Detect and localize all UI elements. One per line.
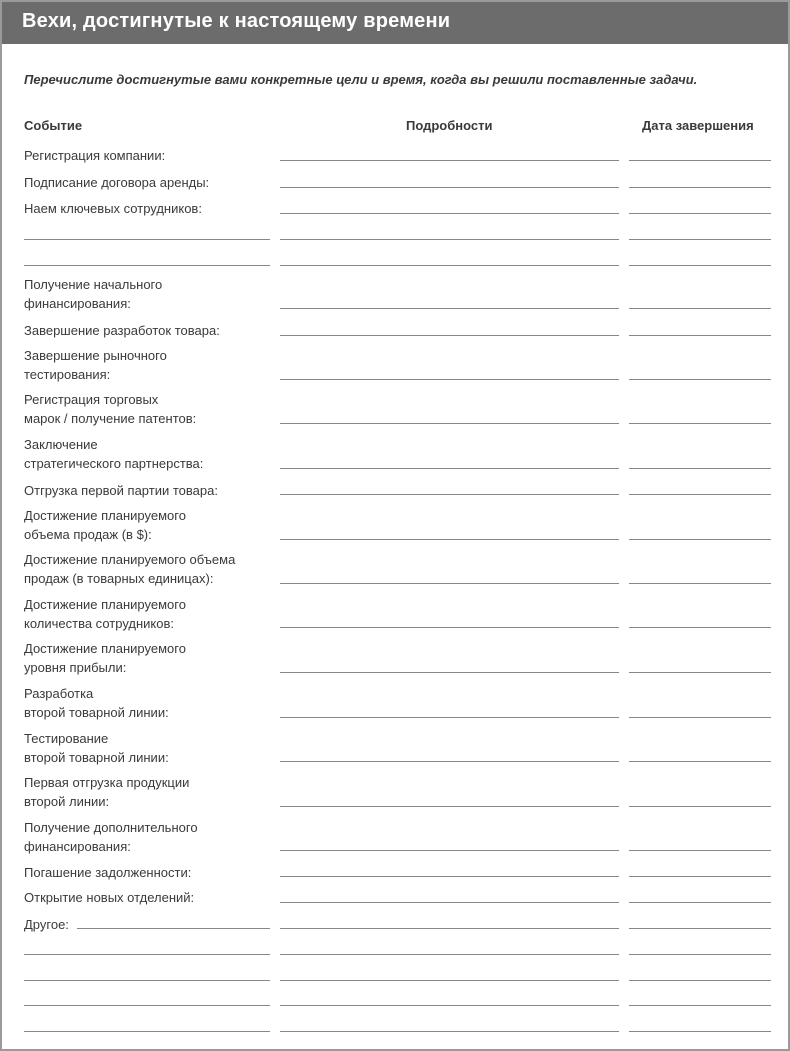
event-label: Достижение планируемого — [24, 641, 186, 656]
completion-date-field[interactable] — [629, 717, 771, 718]
event-label: Открытие новых отделений: — [24, 890, 195, 905]
details-field[interactable] — [280, 213, 619, 214]
completion-date-field[interactable] — [629, 187, 771, 188]
other-event-field[interactable] — [77, 928, 270, 929]
completion-date-field[interactable] — [629, 539, 771, 540]
event-label: Получение дополнительного — [24, 820, 198, 835]
completion-date-field[interactable] — [629, 627, 771, 628]
completion-date-field[interactable] — [629, 379, 771, 380]
event-label: Достижение планируемого объема — [24, 552, 236, 567]
event-field-blank[interactable] — [24, 1031, 270, 1032]
event-label-continued: финансирования: — [24, 839, 131, 854]
completion-date-field[interactable] — [629, 902, 771, 903]
details-field[interactable] — [280, 187, 619, 188]
completion-date-field[interactable] — [629, 980, 771, 981]
completion-date-field[interactable] — [629, 583, 771, 584]
completion-date-field[interactable] — [629, 239, 771, 240]
header-bar — [2, 2, 788, 44]
completion-date-field[interactable] — [629, 423, 771, 424]
completion-date-field[interactable] — [629, 876, 771, 877]
event-label-continued: второй товарной линии: — [24, 705, 169, 720]
event-label-continued: количества сотрудников: — [24, 616, 174, 631]
completion-date-field[interactable] — [629, 850, 771, 851]
event-field-blank[interactable] — [24, 239, 270, 240]
details-field[interactable] — [280, 954, 619, 955]
event-label: Достижение планируемого — [24, 508, 186, 523]
event-label: Подписание договора аренды: — [24, 175, 210, 190]
details-field[interactable] — [280, 423, 619, 424]
event-label: Первая отгрузка продукции — [24, 775, 190, 790]
page-title: Вехи, достигнутые к настоящему времени — [22, 10, 451, 32]
column-header-date: Дата завершения — [642, 118, 754, 133]
completion-date-field[interactable] — [629, 672, 771, 673]
event-field-blank[interactable] — [24, 954, 270, 955]
event-label-continued: второй линии: — [24, 794, 110, 809]
event-label-continued: тестирования: — [24, 367, 111, 382]
event-field-blank[interactable] — [24, 265, 270, 266]
details-field[interactable] — [280, 672, 619, 673]
event-label: Наем ключевых сотрудников: — [24, 201, 202, 216]
event-label: Погашение задолженности: — [24, 865, 192, 880]
event-label: Достижение планируемого — [24, 597, 186, 612]
completion-date-field[interactable] — [629, 160, 771, 161]
details-field[interactable] — [280, 806, 619, 807]
details-field[interactable] — [280, 379, 619, 380]
event-label-continued: стратегического партнерства: — [24, 456, 204, 471]
event-label: Регистрация торговых — [24, 392, 159, 407]
details-field[interactable] — [280, 761, 619, 762]
event-label-continued: объема продаж (в $): — [24, 527, 152, 542]
event-field-blank[interactable] — [24, 1005, 270, 1006]
event-label-continued: уровня прибыли: — [24, 660, 127, 675]
completion-date-field[interactable] — [629, 761, 771, 762]
event-label-continued: финансирования: — [24, 296, 131, 311]
event-label: Завершение рыночного — [24, 348, 167, 363]
column-header-event: Событие — [24, 118, 83, 133]
details-field[interactable] — [280, 335, 619, 336]
completion-date-field[interactable] — [629, 928, 771, 929]
event-label: Завершение разработок товара: — [24, 323, 220, 338]
details-field[interactable] — [280, 902, 619, 903]
event-label: Тестирование — [24, 731, 109, 746]
details-field[interactable] — [280, 160, 619, 161]
completion-date-field[interactable] — [629, 308, 771, 309]
details-field[interactable] — [280, 876, 619, 877]
completion-date-field[interactable] — [629, 954, 771, 955]
details-field[interactable] — [280, 239, 619, 240]
completion-date-field[interactable] — [629, 468, 771, 469]
details-field[interactable] — [280, 583, 619, 584]
event-label: Получение начального — [24, 277, 163, 292]
event-label-continued: марок / получение патентов: — [24, 411, 197, 426]
completion-date-field[interactable] — [629, 213, 771, 214]
completion-date-field[interactable] — [629, 265, 771, 266]
details-field[interactable] — [280, 928, 619, 929]
details-field[interactable] — [280, 717, 619, 718]
event-label: Отгрузка первой партии товара: — [24, 483, 218, 498]
details-field[interactable] — [280, 1031, 619, 1032]
instruction-text: Перечислите достигнутые вами конкретные цели и время, когда вы решили поставленные задачи. — [24, 72, 698, 87]
completion-date-field[interactable] — [629, 1005, 771, 1006]
details-field[interactable] — [280, 308, 619, 309]
column-header-details: Подробности — [406, 118, 493, 133]
event-field-blank[interactable] — [24, 980, 270, 981]
event-label: Разработка — [24, 686, 94, 701]
details-field[interactable] — [280, 850, 619, 851]
details-field[interactable] — [280, 265, 619, 266]
details-field[interactable] — [280, 980, 619, 981]
completion-date-field[interactable] — [629, 806, 771, 807]
event-label: Другое: — [24, 917, 69, 932]
event-label: Регистрация компании: — [24, 148, 166, 163]
completion-date-field[interactable] — [629, 494, 771, 495]
details-field[interactable] — [280, 468, 619, 469]
completion-date-field[interactable] — [629, 335, 771, 336]
event-label-continued: второй товарной линии: — [24, 750, 169, 765]
details-field[interactable] — [280, 627, 619, 628]
event-label-continued: продаж (в товарных единицах): — [24, 571, 214, 586]
event-label: Заключение — [24, 437, 98, 452]
details-field[interactable] — [280, 494, 619, 495]
details-field[interactable] — [280, 539, 619, 540]
details-field[interactable] — [280, 1005, 619, 1006]
completion-date-field[interactable] — [629, 1031, 771, 1032]
